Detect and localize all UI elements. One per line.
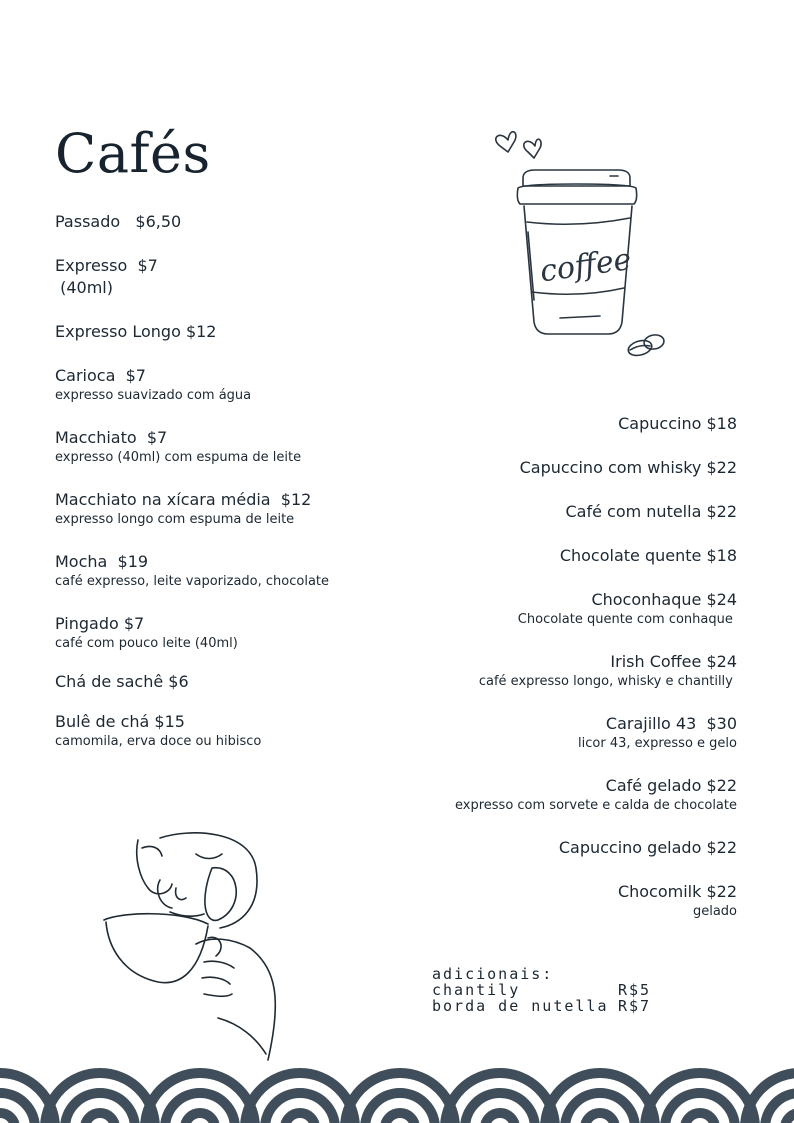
menu-item-name: Choconhaque $24 xyxy=(591,590,737,609)
menu-item-description: expresso com sorvete e calda de chocolate xyxy=(455,798,737,813)
menu-item xyxy=(618,881,737,920)
menu-item-name: Capuccino com whisky $22 xyxy=(519,458,737,477)
menu-item xyxy=(565,501,737,523)
addon-label: chantily xyxy=(432,981,521,999)
menu-item-name: Café gelado $22 xyxy=(605,776,737,795)
menu-item xyxy=(55,365,251,404)
menu-item xyxy=(578,713,737,752)
wave-arc xyxy=(445,1073,555,1123)
menu-item-description: licor 43, expresso e gelo xyxy=(578,736,737,751)
menu-item-name: Carioca $7 xyxy=(55,366,146,385)
menu-item-name: Macchiato $7 xyxy=(55,428,168,447)
cup-text: coffee xyxy=(537,241,634,290)
menu-item-description: café expresso longo, whisky e chantilly xyxy=(478,674,737,689)
menu-title: Cafés xyxy=(55,122,211,185)
menu-item-name: Capuccino $18 xyxy=(618,414,737,433)
menu-item-description: camomila, erva doce ou hibisco xyxy=(55,734,262,749)
menu-item-name: Bulê de chá $15 xyxy=(55,712,185,731)
menu-item xyxy=(55,321,216,343)
wave-pattern xyxy=(0,1066,794,1123)
menu-item xyxy=(55,551,329,590)
menu-item xyxy=(55,613,238,652)
menu-item-name: Macchiato na xícara média $12 xyxy=(55,490,312,509)
menu-item xyxy=(55,671,189,693)
coffee-cup-icon xyxy=(490,122,680,362)
menu-item-description: café com pouco leite (40ml) xyxy=(55,636,238,651)
wave-arc xyxy=(345,1073,455,1123)
menu-item xyxy=(55,211,181,233)
menu-item-description: café expresso, leite vaporizado, chocolate xyxy=(55,574,330,589)
addon-label: borda de nutella xyxy=(432,997,609,1015)
wave-arc xyxy=(145,1073,255,1123)
wave-arc xyxy=(545,1073,655,1123)
addons-heading: adicionais: xyxy=(432,965,554,983)
menu-item xyxy=(518,589,737,628)
menu-item-name: Capuccino gelado $22 xyxy=(558,838,737,857)
menu-item xyxy=(479,651,737,690)
addons-section xyxy=(432,966,651,1014)
menu-item xyxy=(560,545,737,567)
menu-item-name: Carajillo 43 $30 xyxy=(605,714,737,733)
menu-item-description: expresso suavizado com água xyxy=(55,388,252,403)
menu-item xyxy=(55,711,261,750)
wave-arc xyxy=(245,1073,355,1123)
menu-item-name: Chocomilk $22 xyxy=(617,882,737,901)
menu-item-name: Mocha $19 xyxy=(55,552,149,571)
menu-item-description: gelado xyxy=(692,904,737,919)
addon-price: R$7 xyxy=(618,997,652,1015)
woman-drinking-coffee-icon xyxy=(100,828,290,1068)
menu-item-description: expresso longo com espuma de leite xyxy=(55,512,295,527)
menu-item xyxy=(455,775,737,814)
menu-item-name: Chá de sachê $6 xyxy=(55,672,189,691)
addon-row xyxy=(432,998,651,1014)
menu-item xyxy=(55,427,301,466)
addon-price: R$5 xyxy=(618,981,652,999)
menu-item-name: Irish Coffee $24 xyxy=(610,652,737,671)
addon-row xyxy=(432,982,651,998)
wave-arc xyxy=(645,1073,755,1123)
menu-item-name: Passado $6,50 xyxy=(55,212,182,231)
menu-item-name: Chocolate quente $18 xyxy=(559,546,737,565)
wave-arc xyxy=(45,1073,155,1123)
heart-icon xyxy=(524,139,541,158)
heart-icon xyxy=(496,132,516,152)
menu-item-name: Expresso Longo $12 xyxy=(55,322,217,341)
menu-item-name: Café com nutella $22 xyxy=(565,502,737,521)
menu-item xyxy=(559,837,737,859)
menu-item-name: Expresso $7 (40ml) xyxy=(55,256,158,297)
menu-item-description: expresso (40ml) com espuma de leite xyxy=(55,450,302,465)
menu-item-description: Chocolate quente com conhaque xyxy=(517,612,737,627)
menu-item-name: Pingado $7 xyxy=(55,614,145,633)
menu-item xyxy=(520,457,737,479)
menu-item xyxy=(55,255,158,299)
menu-item xyxy=(618,413,737,435)
menu-item xyxy=(55,489,311,528)
